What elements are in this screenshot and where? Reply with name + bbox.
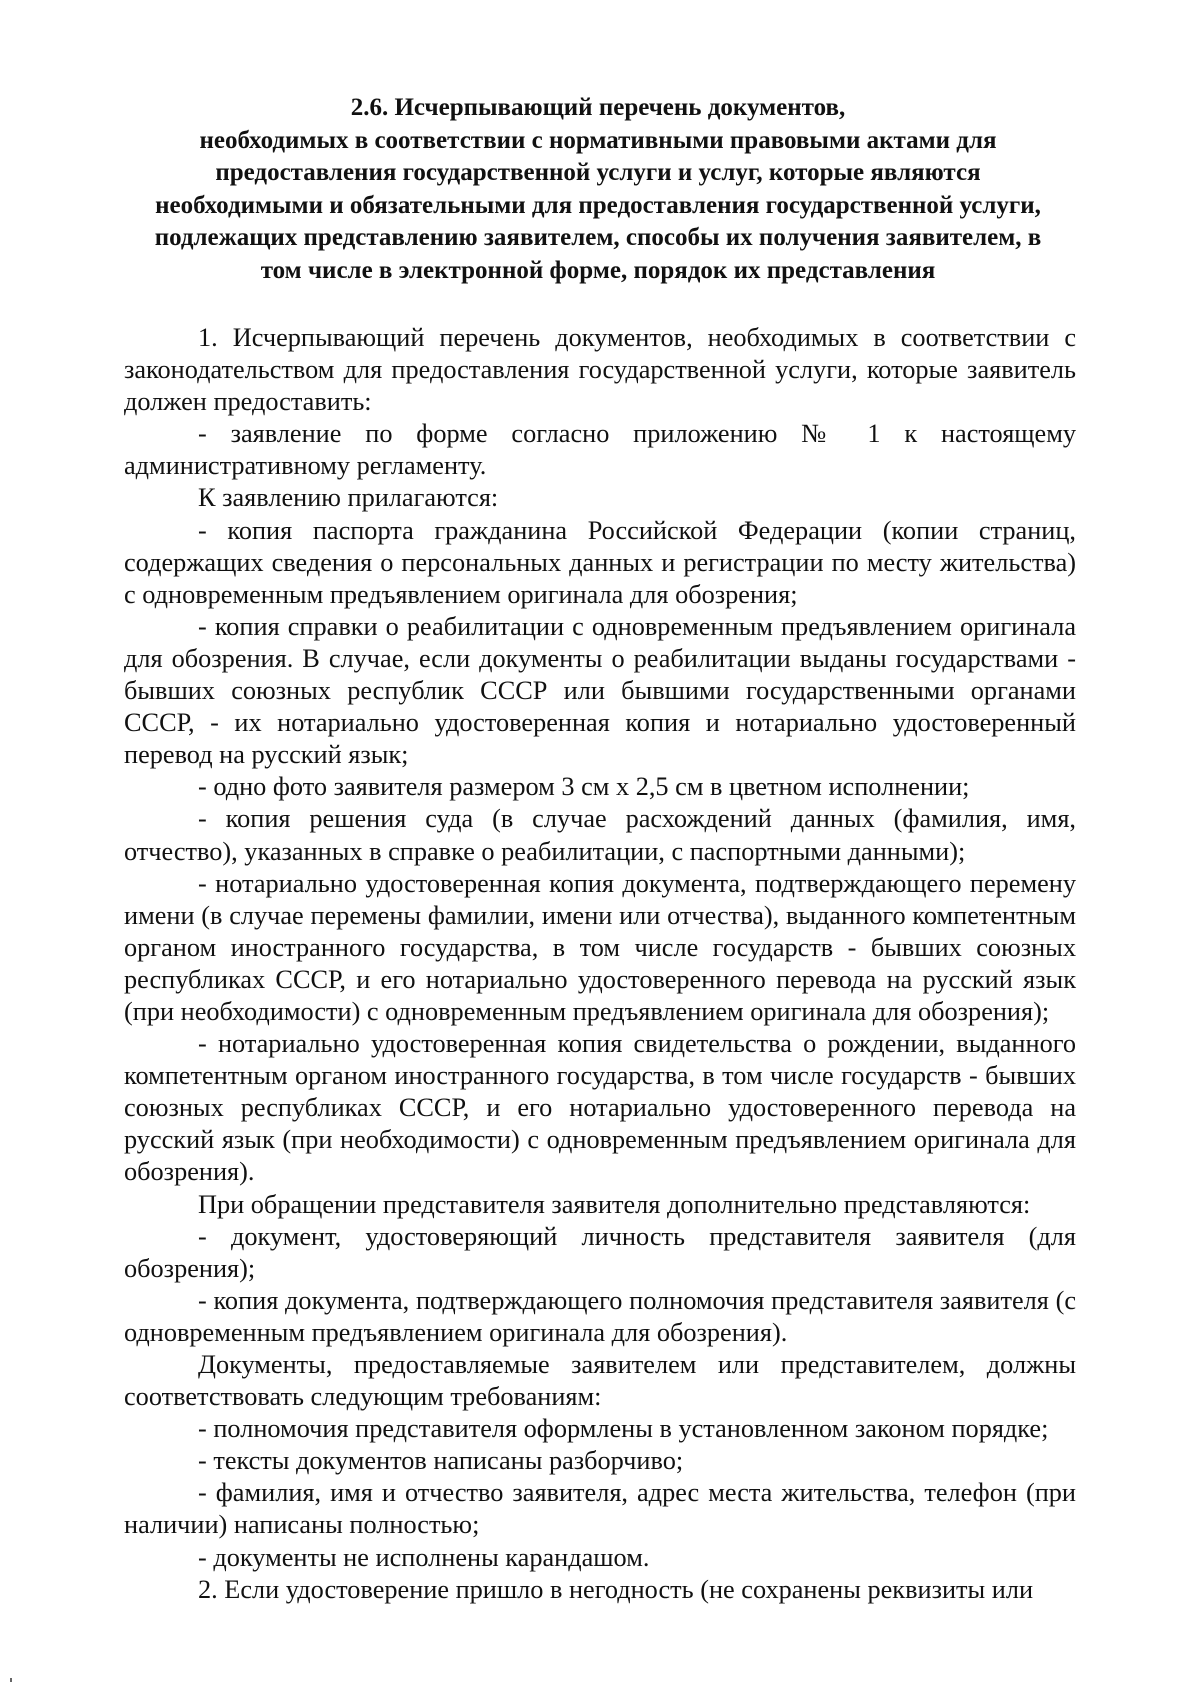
list-item-name-change-document: - нотариально удостоверенная копия документа, подтверждающего перемену имени (в случае перемены фамилии, имени или отчества), выданного компетентным органом иностранного государства, в том числе государств - бывших союзных республиках СССР, и его нотариально удостоверенного перевода на русский язык (при необходимости) с одновременным предъявлением оригинала для обозрения); [124,868,1076,1026]
heading-line: необходимыми и обязательными для предоставления государственной услуги, [155,191,1041,219]
list-item-court-decision: - копия решения суда (в случае расхождений данных (фамилия, имя, отчество), указанных в справке о реабилитации, с паспортными данными); [124,804,1076,866]
scan-margin-mark [10,1678,12,1682]
heading-line: предоставления государственной услуги и услуг, которые являются [215,159,981,187]
list-item-passport-copy: - копия паспорта гражданина Российской Федерации (копии страниц, содержащих сведения о персональных данных и регистрации по месту жительства) с одновременным предъявлением оригинала для обозрения; [124,515,1076,609]
list-item-rehabilitation-certificate: - копия справки о реабилитации с одновременным предъявлением оригинала для обозрения. В случае, если документы о реабилитации выданы государствами - бывших союзных республик СССР или бывшими государственными органами СССР, - их нотариально удостоверенная копия и нотариально удостоверенный перевод на русский язык; [124,611,1076,770]
document-body [124,322,1076,1606]
paragraph-requirements-intro: Документы, предоставляемые заявителем или представителем, должны соответствовать следующим требованиям: [124,1350,1076,1412]
heading-line: подлежащих представлению заявителем, способы их получения заявителем, в [154,224,1042,252]
heading-line: необходимых в соответствии с нормативными правовыми актами для [199,126,997,154]
heading-line: том числе в электронной форме, порядок их представления [260,256,936,284]
heading-line: 2.6. Исчерпывающий перечень документов, [350,94,846,121]
section-heading [118,92,1078,288]
paragraph-item-2: 2. Если удостоверение пришло в негодность (не сохранены реквизиты или [198,1574,1034,1604]
paragraph-attachments-intro: К заявлению прилагаются: [198,483,499,513]
list-item-requirement-full-name: - фамилия, имя и отчество заявителя, адрес места жительства, телефон (при наличии) написаны полностью; [124,1478,1076,1540]
list-item-requirement-legible: - тексты документов написаны разборчиво; [198,1446,684,1476]
list-item-requirement-authority: - полномочия представителя оформлены в установленном законом порядке; [198,1414,1049,1444]
paragraph-item-1: 1. Исчерпывающий перечень документов, необходимых в соответствии с законодательством для предоставления государственной услуги, которые заявитель должен предоставить: [124,323,1076,417]
list-item-representative-authority: - копия документа, подтверждающего полномочия представителя заявителя (с одновременным предъявлением оригинала для обозрения). [124,1285,1076,1347]
paragraph-representative-intro: При обращении представителя заявителя дополнительно представляются: [198,1189,1031,1219]
list-item-application: - заявление по форме согласно приложению № 1 к настоящему административному регламенту. [124,419,1076,481]
list-item-requirement-no-pencil: - документы не исполнены карандашом. [198,1542,650,1572]
list-item-photo: - одно фото заявителя размером 3 см х 2,5 см в цветном исполнении; [198,772,970,802]
list-item-birth-certificate: - нотариально удостоверенная копия свидетельства о рождении, выданного компетентным органом иностранного государства, в том числе государств - бывших союзных республиках СССР, и его нотариально удостоверенного перевода на русский язык (при необходимости) с одновременным предъявлением оригинала для обозрения). [124,1029,1076,1187]
list-item-representative-id: - документ, удостоверяющий личность представителя заявителя (для обозрения); [124,1221,1076,1283]
